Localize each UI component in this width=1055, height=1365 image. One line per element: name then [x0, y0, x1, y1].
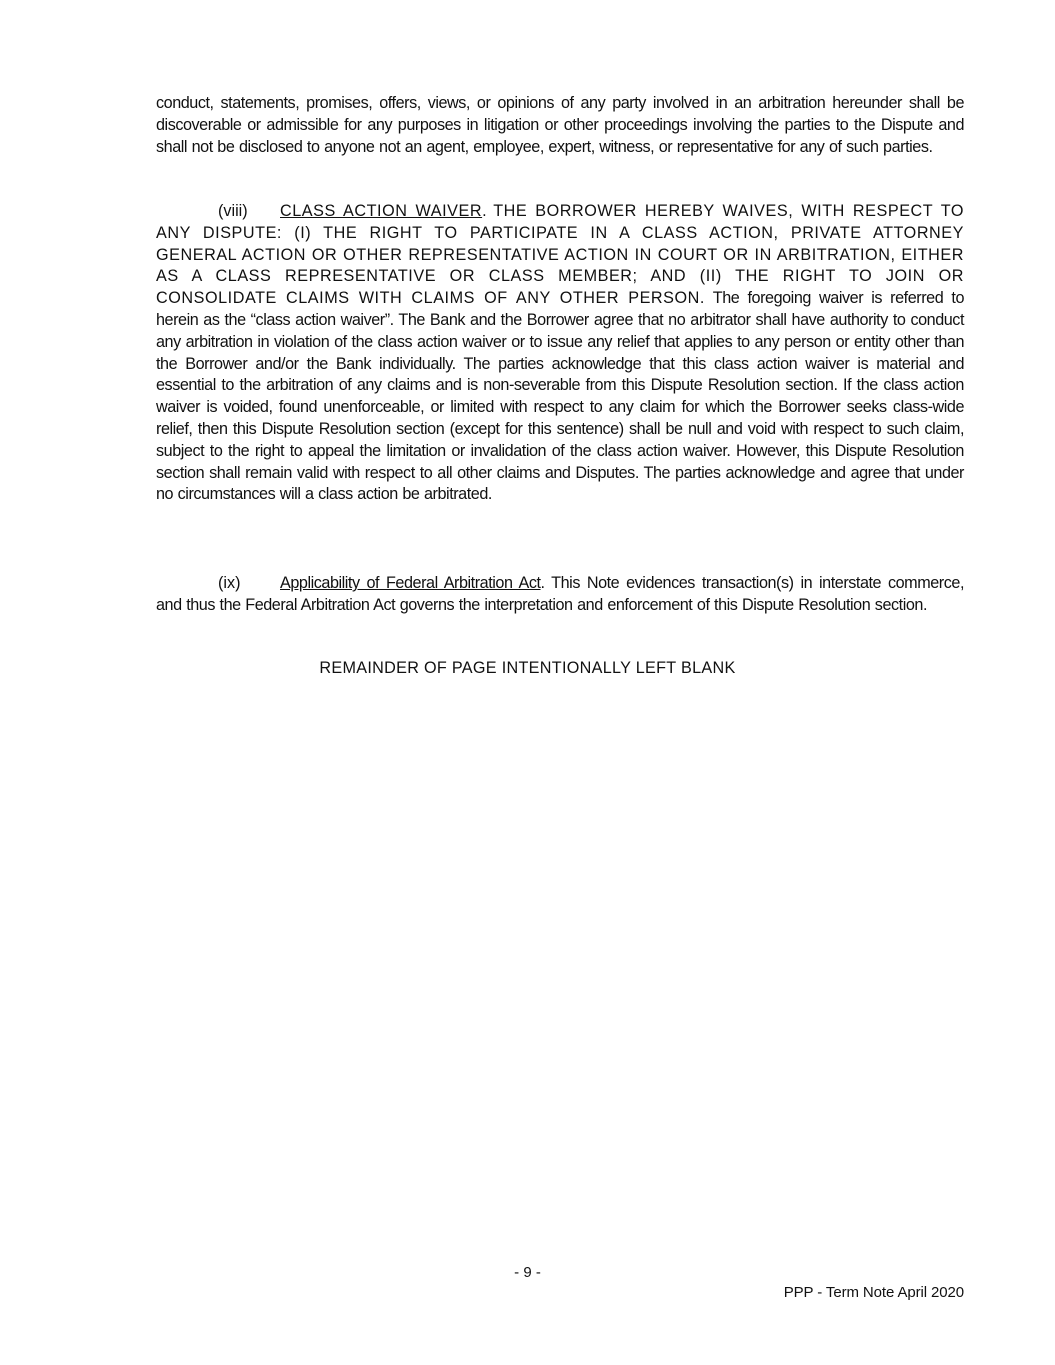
section-heading: CLASS ACTION WAIVER	[280, 202, 483, 220]
footer-label: PPP - Term Note April 2020	[783, 1284, 964, 1301]
paragraph-class-action-waiver	[156, 201, 964, 506]
paragraph-text: conduct, statements, promises, offers, views, or opinions of any party involved in an arbitration hereunder shall be discoverable or admissible for any purposes in litigation or other proceedings involving the parties to the Dispute and shall not be disclosed to anyone not an agent, employee, expert, witness, or representative for any of such parties.	[156, 94, 964, 156]
heading-punctuation: .	[482, 202, 494, 220]
section-number: (viii)	[218, 202, 248, 220]
paragraph-federal-arbitration-act	[156, 573, 964, 617]
paragraph-text: The foregoing waiver is referred to herein as the “class action waiver”. The Bank and the Borrower agree that no arbitrator shall have authority to conduct any arbitration in violation of the class action waiver or to issue any relief that applies to any person or entity other than the Borrower and/or the Bank individually. The parties acknowledge that this class action waiver is material and essential to the arbitration of any claims and is non-severable from this Dispute Resolution section. If the class action waiver is voided, found unenforceable, or limited with respect to any claim for which the Borrower seeks class-wide relief, then this Dispute Resolution section (except for this sentence) shall be null and void with respect to such claim, subject to the right to appeal the limitation or invalidation of the class action waiver. However, this Dispute Resolution section shall remain valid with respect to all other claims and Disputes. The parties acknowledge and agree that under no circumstances will a class action be arbitrated.	[156, 289, 964, 504]
page-number: - 9 -	[514, 1264, 541, 1281]
waiver-caps-text: THE BORROWER HEREBY WAIVES, WITH RESPECT TO ANY DISPUTE: (I) THE RIGHT TO PARTICIPATE IN A CLASS ACTION, PRIVATE ATTORNEY GENERAL ACTION OR OTHER REPRESENTATIVE ACTION IN COURT OR IN ARBITRATION, EITHER AS A CLASS REPRESENTATIVE OR CLASS MEMBER; AND (II) THE RIGHT TO JOIN OR CONSOLIDATE CLAIMS WITH CLAIMS OF ANY OTHER PERSON.	[156, 202, 965, 308]
paragraph-text: . This Note evidences transaction(s) in interstate commerce, and thus the Federal Arbitration Act governs the interpretation and enforcement of this Dispute Resolution section.	[156, 574, 964, 614]
section-heading: Applicability of Federal Arbitration Act	[280, 574, 541, 592]
paragraph-continuation	[156, 93, 964, 158]
remainder-notice: REMAINDER OF PAGE INTENTIONALLY LEFT BLANK	[319, 659, 736, 677]
section-number: (ix)	[218, 574, 241, 592]
